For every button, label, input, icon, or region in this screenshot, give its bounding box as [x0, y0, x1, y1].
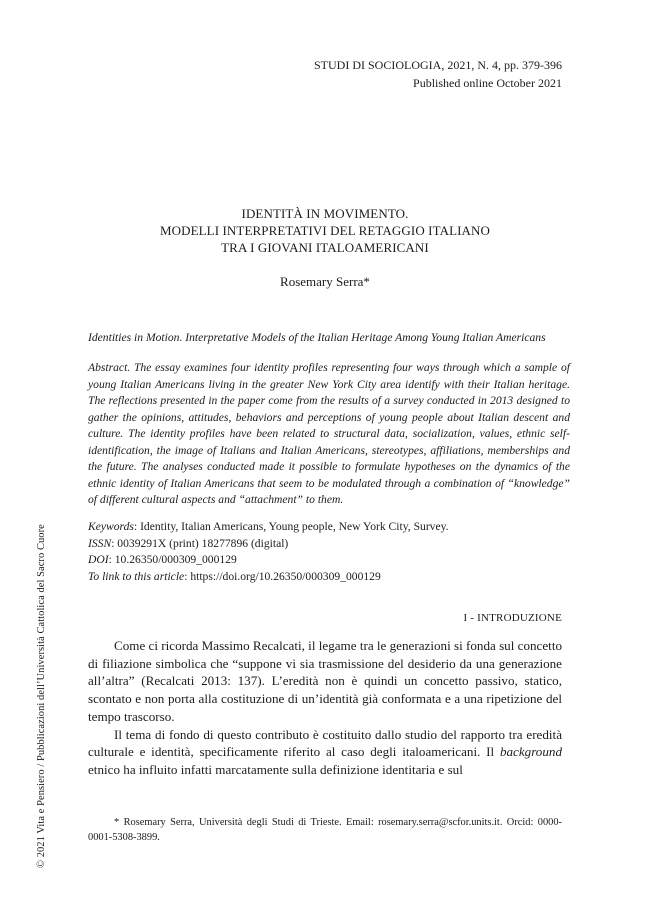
- article-metadata: [88, 519, 570, 585]
- keywords-label: Keywords: [88, 520, 134, 533]
- article-link-value[interactable]: : https://doi.org/10.26350/000309_000129: [184, 569, 381, 583]
- paragraph-1: Come ci ricorda Massimo Recalcati, il legame tra le generazioni si fonda sul concetto di filiazione simbolica che “suppone vi sia trasmissione del desiderio da una generazione all’altra” (Recalcati 2013: 137). L’eredità non è quindi un concetto passivo, statico, scontato e non porta alla costituzione di un’identità già conformata e a una ripetizione del tempo trascorso.: [88, 638, 562, 724]
- issn-line: [88, 536, 570, 553]
- article-title: [88, 205, 562, 256]
- section-heading: I - INTRODUZIONE: [463, 612, 562, 624]
- body-text: [88, 637, 562, 779]
- author-name: Rosemary Serra*: [280, 274, 370, 289]
- title-line-1: IDENTITÀ IN MOVIMENTO.: [241, 206, 409, 221]
- issn-value: : 0039291X (print) 18277896 (digital): [111, 536, 289, 550]
- paragraph-2-start: Il tema di fondo di questo contributo è costituito dallo studio del rapporto tra eredità culturale e identità, specificamente riferito al caso degli italoamericani. Il: [88, 726, 562, 760]
- title-line-2: MODELLI INTERPRETATIVI DEL RETAGGIO ITALIANO: [159, 223, 491, 238]
- doi-label: DOI: [88, 553, 109, 567]
- doi-value: : 10.26350/000309_000129: [108, 553, 237, 567]
- paragraph-2: [88, 726, 562, 779]
- issn-label: ISSN: [88, 536, 112, 550]
- publication-date: Published online October 2021: [413, 76, 562, 90]
- journal-citation: STUDI DI SOCIOLOGIA, 2021, N. 4, pp. 379-396: [314, 58, 562, 72]
- keywords-line: [88, 519, 570, 536]
- article-link-line: [88, 569, 570, 586]
- copyright-side-credit: © 2021 Vita e Pensiero / Pubblicazioni dell’Università Cattolica del Sacro Cuore: [36, 524, 47, 868]
- keywords-value: : Identity, Italian Americans, Young people, New York City, Survey.: [133, 520, 449, 533]
- journal-header: [314, 56, 562, 92]
- english-title: Identities in Motion. Interpretative Models of the Italian Heritage Among Young Italian Americans: [88, 331, 546, 344]
- paragraph-2-end: etnico ha influito infatti marcatamente sulla definizione identitaria e sul: [88, 761, 463, 777]
- author-footnote: * Rosemary Serra, Università degli Studi di Trieste. Email: rosemary.serra@scfor.units.it. Orcid: 0000-0001-5308-3899.: [88, 817, 562, 843]
- title-line-3: TRA I GIOVANI ITALOAMERICANI: [221, 240, 429, 255]
- doi-line: [88, 552, 570, 569]
- paragraph-2-italic: background: [499, 744, 562, 760]
- article-link-label: To link to this article: [88, 569, 185, 583]
- abstract: Abstract. The essay examines four identity profiles representing four ways through which a sample of young Italian Americans living in the greater New York City area identify with their Italian heritage. The reflections presented in the paper come from the results of a survey conducted in 2013 designed to gather the opinions, attitudes, behaviors and perceptions of young people about Italian descent and culture. The identity profiles have been related to structural data, socialization, values, ethnic self-identification, the image of Italians and Italian Americans, stereotypes, affiliations, memberships and the future. The analyses conducted made it possible to formulate hypotheses on the dynamics of the ethnic identity of Italian Americans that seem to be modulated through a combination of “knowledge” of different cultural aspects and “attachment” to them.: [88, 361, 570, 506]
